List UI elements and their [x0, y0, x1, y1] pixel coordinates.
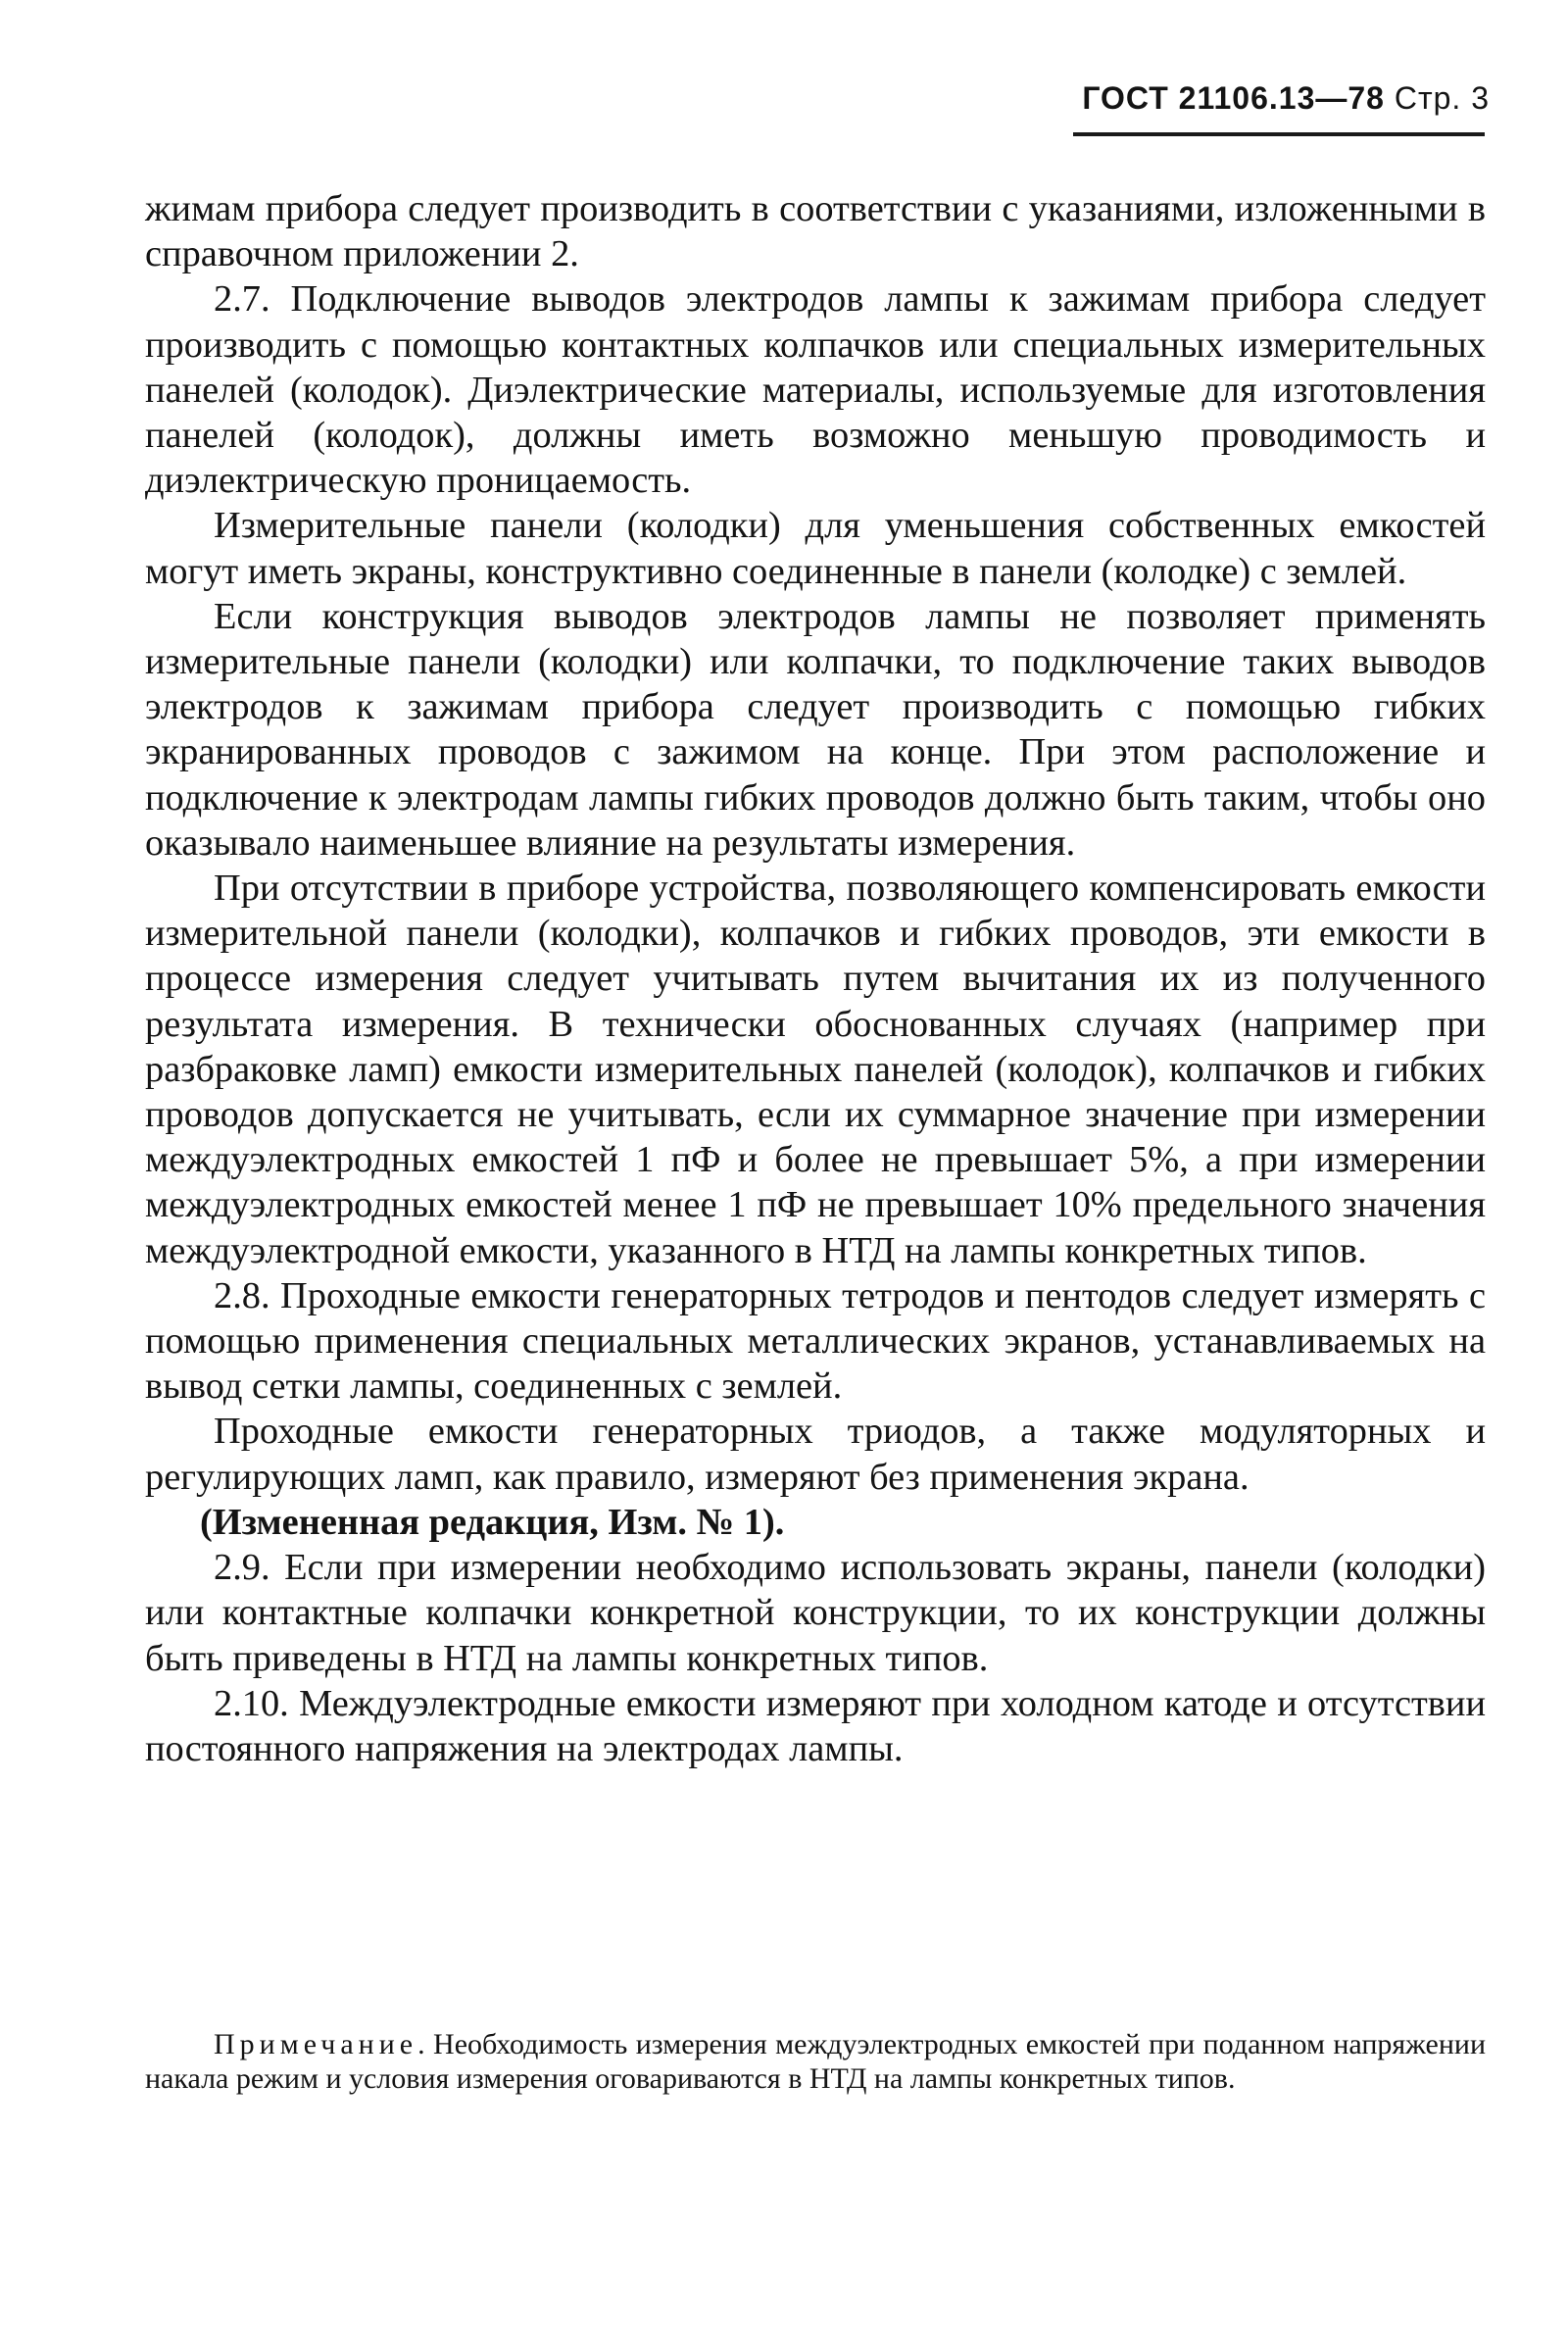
paragraph-measuring-panels: Измерительные панели (колодки) для уменьшения собственных емкостей могут иметь экраны, конструктивно соединенные в панели (колодке) с землей. — [145, 505, 1486, 592]
header-rule — [1073, 132, 1485, 136]
paragraph-continuation: жимам прибора следует производить в соответствии с указаниями, изложенными в справочном приложении 2. — [145, 188, 1486, 275]
document-body — [145, 186, 1486, 1771]
paragraph-flexible-wires: Если конструкция выводов электродов лампы не позволяет применять измерительные панели (колодки) или колпачки, то подключение таких выводов электродов к зажимам прибора следует производить с помощью гибких экранированных проводов с зажимом на конце. При этом расположение и подключение к электродам лампы гибких проводов должно быть таким, чтобы оно оказывало наименьшее влияние на результаты измерения. — [145, 595, 1486, 864]
note-text: . Необходимость измерения междуэлектродных емкостей при поданном напряжении накала режим и условия измерения оговариваются в НТД на лампы конкретных типов. — [145, 2028, 1486, 2095]
amendment-note: (Измененная редакция, Изм. № 1). — [200, 1501, 785, 1543]
footnote — [145, 2027, 1486, 2096]
paragraph-2-10: 2.10. Междуэлектродные емкости измеряют при холодном катоде и отсутствии постоянного напряжения на электродах лампы. — [145, 1682, 1486, 1769]
paragraph-compensation: При отсутствии в приборе устройства, позволяющего компенсировать емкости измерительной панели (колодки), колпачков и гибких проводов, эти емкости в процессе измерения следует учитывать путем вычитания их из полученного результата измерения. В технически обоснованных случаях (например при разбраковке ламп) емкости измерительных панелей (колодок), колпачков и гибких проводов допускается не учитывать, если их суммарное значение при измерении междуэлектродных емкостей 1 пФ и более не превышает 5%, а при измерении междуэлектродных емкостей менее 1 пФ не превышает 10% предельного значения междуэлектродной емкости, указанного в НТД на лампы конкретных типов. — [145, 868, 1486, 1271]
page-number: Стр. 3 — [1394, 80, 1490, 116]
standard-number: ГОСТ 21106.13—78 — [1082, 80, 1385, 116]
paragraph-2-8: 2.8. Проходные емкости генераторных тетродов и пентодов следует измерять с помощью применения специальных металлических экранов, устанавливаемых на вывод сетки лампы, соединенных с землей. — [145, 1274, 1486, 1408]
paragraph-triodes: Проходные емкости генераторных триодов, а также модуляторных и регулирующих ламп, как правило, измеряют без применения экрана. — [145, 1411, 1486, 1498]
paragraph-2-7: 2.7. Подключение выводов электродов лампы к зажимам прибора следует производить с помощью контактных колпачков или специальных измерительных панелей (колодок). Диэлектрические материалы, используемые для изготовления панелей (колодок), должны иметь возможно меньшую проводимость и диэлектрическую проницаемость. — [145, 278, 1486, 502]
note-label: Примечание — [214, 2028, 418, 2060]
note-paragraph — [145, 2027, 1486, 2096]
page-header — [1058, 80, 1490, 117]
paragraph-2-9: 2.9. Если при измерении необходимо использовать экраны, панели (колодки) или контактные колпачки конкретной конструкции, то их конструкции должны быть приведены в НТД на лампы конкретных типов. — [145, 1547, 1486, 1679]
